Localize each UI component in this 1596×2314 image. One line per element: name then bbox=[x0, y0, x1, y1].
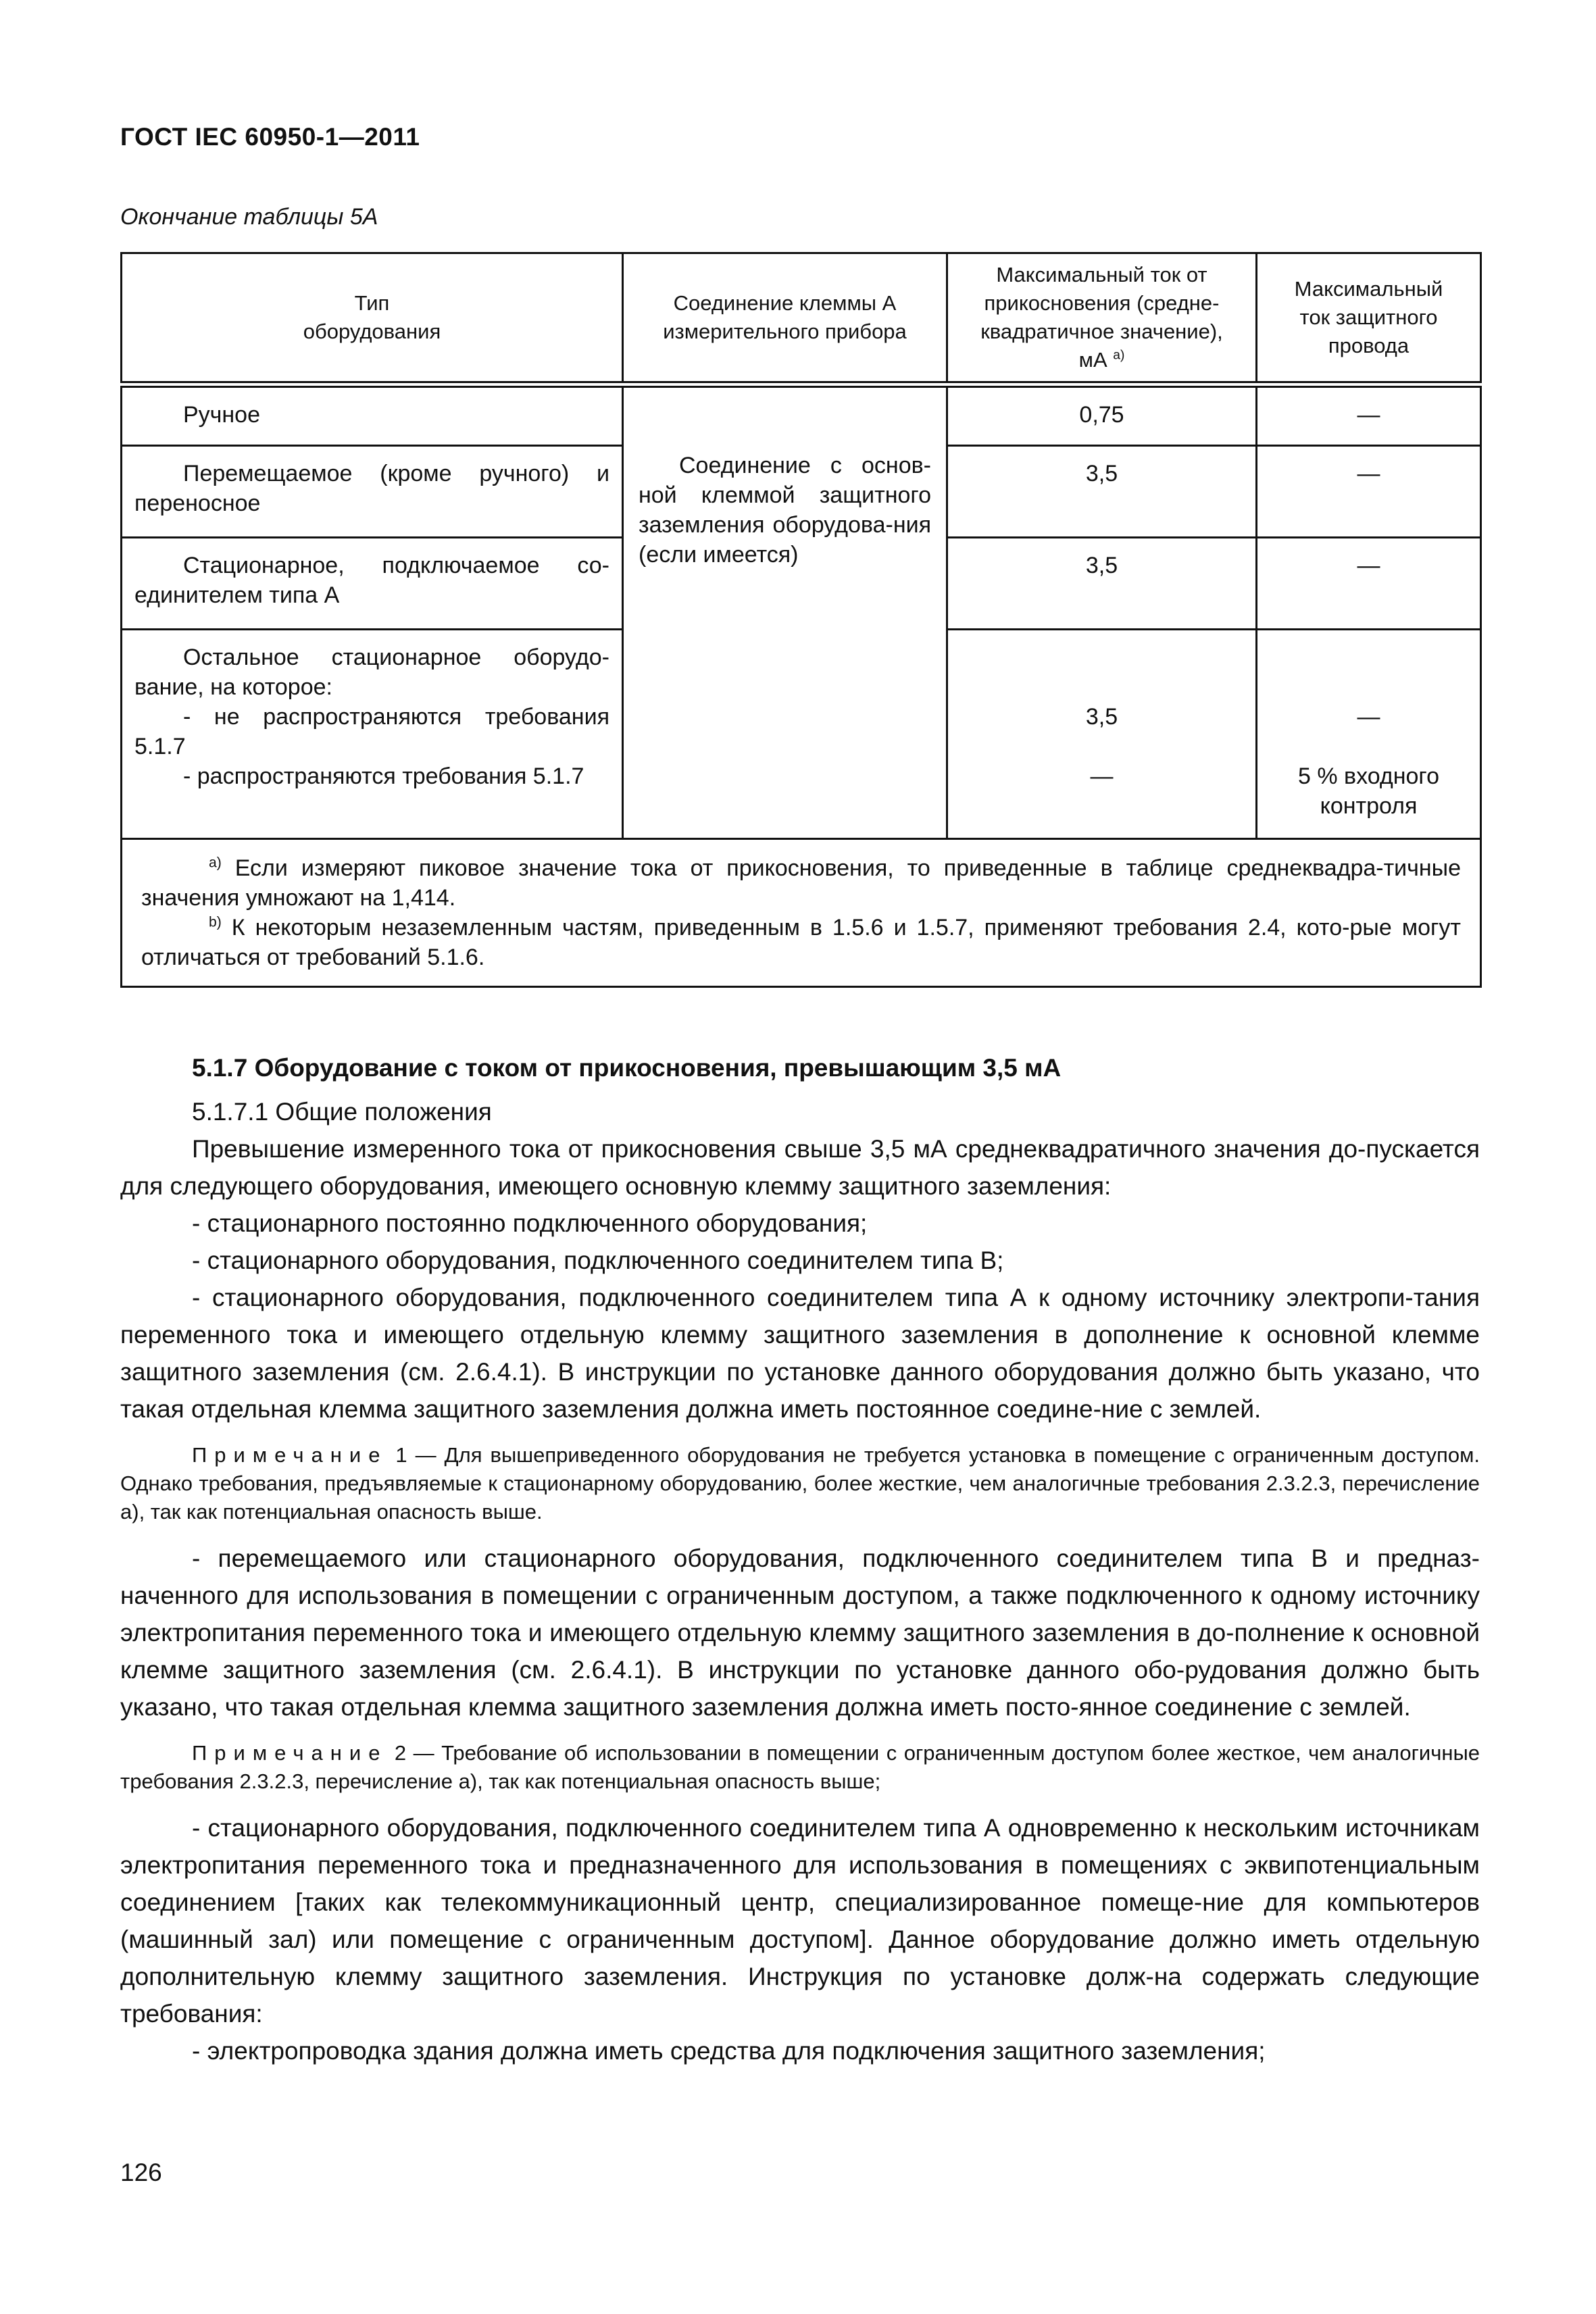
header-footnote-mark: a) bbox=[1113, 348, 1125, 363]
table-notes bbox=[122, 838, 1481, 986]
cell-protective-current: — bbox=[1257, 445, 1481, 537]
list-item: - стационарного постоянно подключенного оборудования; bbox=[192, 1209, 868, 1237]
table-note-b-mark: b) bbox=[209, 914, 222, 930]
cell-type bbox=[122, 537, 623, 629]
table-notes-row bbox=[122, 838, 1481, 986]
cell-type-text: Ручное bbox=[183, 402, 260, 428]
list-item: - стационарного оборудования, подключенного соединителем типа В; bbox=[192, 1247, 1004, 1274]
list-item: - стационарного оборудования, подключенного соединителем типа А к одному источнику электропи-тания переменного тока и имеющего отдельную клемму защитного заземления в дополнение к основной клемме защитного заземления (см. 2.6.4.1). В инструкции по установке данного оборудования должно быть указано, что такая отдельная клемма защитного заземления должна иметь постоянное соедине-ние с землей. bbox=[120, 1284, 1480, 1423]
page-number: 126 bbox=[120, 2159, 162, 2186]
cell-protective-current-2: 5 % входного контроля bbox=[1298, 763, 1439, 819]
table-note-b-text: К некоторым незаземленным частям, приведенным в 1.5.6 и 1.5.7, применяют требования 2.4, кото-рые могут отличаться от требований 5.1.6. bbox=[141, 914, 1461, 970]
list-item: - электропроводка здания должна иметь средства для подключения защитного заземления; bbox=[192, 2037, 1266, 2065]
paragraph: Превышение измеренного тока от прикосновения свыше 3,5 мА среднеквадратичного значения до-пускается для следующего оборудования, имеющего основную клемму защитного заземления: bbox=[120, 1135, 1480, 1200]
cell-connection-text: Соединение с основ-ной клеммой защитного заземления оборудова-ния (если имеется) bbox=[639, 452, 931, 568]
header-terminal-connection: Соединение клеммы А измерительного прибора bbox=[623, 253, 947, 385]
list-item: - стационарного оборудования, подключенного соединителем типа А одновременно к нескольким источникам электропитания переменного тока и предназначенного для использования в помещениях с эквипотенциальным соединением [таких как телекоммуникационный центр, специализированное помеще-ние для компьютеров (машинный зал) или помещение с ограниченным доступом]. Данное оборудование должно иметь отдельную дополнительную клемму защитного заземления. Инструкция по установке долж-на содержать следующие требования: bbox=[120, 1814, 1480, 2028]
cell-type bbox=[122, 629, 623, 838]
cell-type-item2: - распространяются требования 5.1.7 bbox=[183, 763, 584, 789]
cell-type-item1: - не распространяются требования 5.1.7 bbox=[134, 703, 609, 759]
note-2-text: 2 — Требование об использовании в помещении с ограниченным доступом более жесткое, чем аналогичные требования 2.3.2.3, перечисление а), так как потенциальная опасность выше; bbox=[120, 1741, 1480, 1793]
cell-protective-current: — bbox=[1257, 537, 1481, 629]
table-header-row bbox=[122, 253, 1481, 385]
header-equipment-type: Тип оборудования bbox=[122, 253, 623, 385]
header-max-touch-current bbox=[947, 253, 1257, 385]
note-2-label: Примечание bbox=[192, 1741, 388, 1765]
cell-touch-current: 3,5 bbox=[947, 537, 1257, 629]
cell-type-text: Стационарное, подключаемое со-единителем типа А bbox=[134, 552, 609, 608]
table-note-a-text: Если измеряют пиковое значение тока от прикосновения, то приведенные в таблице среднеквадра-тичные значения умножают на 1,414. bbox=[141, 855, 1461, 911]
table-row bbox=[122, 384, 1481, 445]
cell-connection bbox=[623, 384, 947, 838]
note-1-text: 1 — Для вышеприведенного оборудования не требуется установка в помещение с ограниченным доступом. Однако требования, предъявляемые к стационарному оборудованию, более жесткие, чем аналогичные требования 2.3.2.3, перечисление а), так как потенциальная опасность выше. bbox=[120, 1443, 1480, 1524]
section-body bbox=[120, 1049, 1480, 2069]
header-max-touch-current-text: Максимальный ток от прикосновения (средне- квадратичное значение), мА bbox=[980, 263, 1223, 372]
cell-type-text: Перемещаемое (кроме ручного) и переносное bbox=[134, 460, 609, 516]
cell-touch-current-1: 3,5 bbox=[1085, 703, 1118, 730]
note-1 bbox=[120, 1441, 1480, 1526]
table-caption: Окончание таблицы 5А bbox=[120, 204, 378, 230]
cell-type bbox=[122, 445, 623, 537]
note-1-label: Примечание bbox=[192, 1443, 388, 1467]
document-header: ГОСТ IEC 60950-1—2011 bbox=[120, 123, 420, 151]
cell-touch-current: 0,75 bbox=[947, 384, 1257, 445]
table-note-a bbox=[141, 853, 1461, 913]
table-note-a-mark: a) bbox=[209, 855, 222, 871]
cell-protective-current bbox=[1257, 629, 1481, 838]
cell-protective-current-1: — bbox=[1357, 703, 1380, 730]
table-5a bbox=[120, 252, 1482, 988]
table-note-b bbox=[141, 913, 1461, 972]
note-2 bbox=[120, 1739, 1480, 1796]
cell-protective-current: — bbox=[1257, 384, 1481, 445]
cell-touch-current bbox=[947, 629, 1257, 838]
section-heading: 5.1.7 Оборудование с током от прикосновения, превышающим 3,5 мА bbox=[192, 1054, 1062, 1082]
cell-type bbox=[122, 384, 623, 445]
list-item: - перемещаемого или стационарного оборудования, подключенного соединителем типа В и предназ-наченного для использования в помещении с ограниченным доступом, а также подключенного к одному источнику электропитания переменного тока и имеющего отдельную клемму защитного заземления в до-полнение к основной клемме защитного заземления (см. 2.6.4.1). В инструкции по установке данного обо-рудования должно быть указано, что такая отдельная клемма защитного заземления должна иметь посто-янное соединение с землей. bbox=[120, 1544, 1480, 1721]
cell-type-intro: Остальное стационарное оборудо-вание, на которое: bbox=[134, 644, 609, 700]
cell-touch-current-2: — bbox=[1090, 763, 1114, 789]
header-max-protective-current: Максимальный ток защитного провода bbox=[1257, 253, 1481, 385]
subsection-heading: 5.1.7.1 Общие положения bbox=[192, 1098, 492, 1126]
cell-touch-current: 3,5 bbox=[947, 445, 1257, 537]
